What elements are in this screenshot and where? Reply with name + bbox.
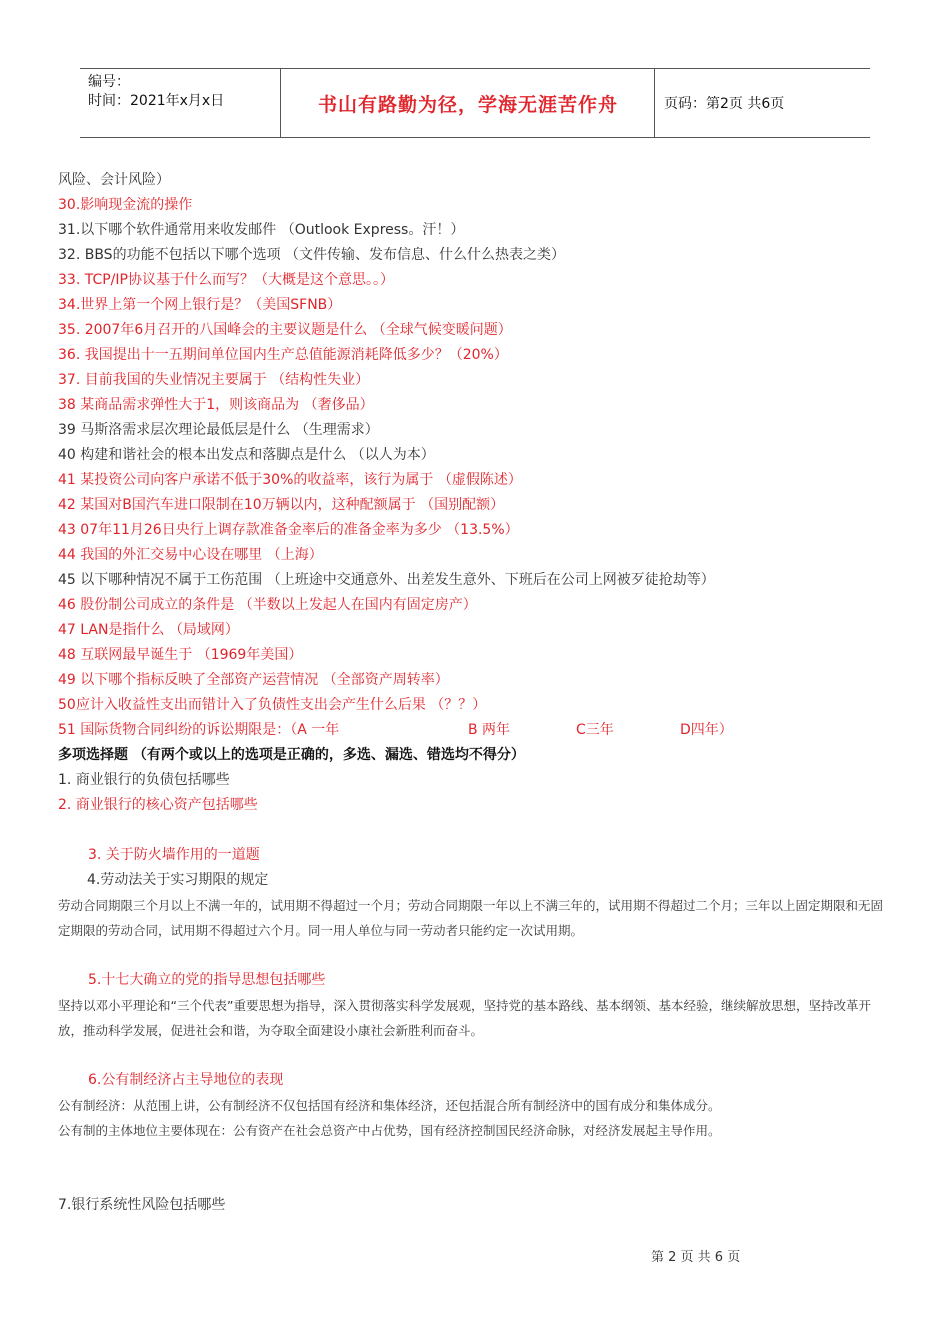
- question-51-option-d: D四年）: [680, 722, 733, 738]
- question-35: 35. 2007年6月召开的八国峰会的主要议题是什么 （全球气候变暖问题）: [58, 322, 512, 338]
- question-48: 48 互联网最早诞生于 （1969年美国）: [58, 647, 303, 663]
- question-39: 39 马斯洛需求层次理论最低层是什么 （生理需求）: [58, 422, 379, 438]
- question-51-option-c: C三年: [576, 722, 614, 738]
- multi-question-7: 7.银行系统性风险包括哪些: [58, 1197, 226, 1213]
- text-line: 风险、会计风险）: [58, 172, 170, 188]
- question-51: [58, 718, 894, 743]
- question-30: 30.影响现金流的操作: [58, 197, 193, 213]
- multi-question-6: 6.公有制经济占主导地位的表现: [88, 1072, 284, 1088]
- question-45: 45 以下哪种情况不属于工伤范围 （上班途中交通意外、出差发生意外、下班后在公司上网被歹徒抢劫等）: [58, 572, 715, 588]
- question-46: 46 股份制公司成立的条件是 （半数以上发起人在国内有固定房产）: [58, 597, 477, 613]
- question-32: 32. BBS的功能不包括以下哪个选项 （文件传输、发布信息、什么什么热表之类）: [58, 247, 566, 263]
- multi-question-5: 5.十七大确立的党的指导思想包括哪些: [88, 972, 326, 988]
- question-51-stem: 51 国际货物合同纠纷的诉讼期限是：（A 一年: [58, 722, 340, 738]
- question-38: 38 某商品需求弹性大于1，则该商品为 （奢侈品）: [58, 397, 374, 413]
- question-51-option-b: B 两年: [468, 722, 511, 738]
- question-36: 36. 我国提出十一五期间单位国内生产总值能源消耗降低多少？（20%）: [58, 347, 508, 363]
- time-label: 时间：2021年x月x日: [88, 93, 225, 109]
- page-header: [80, 68, 870, 138]
- question-33: 33. TCP/IP协议基于什么而写？（大概是这个意思。。）: [58, 272, 394, 288]
- multi-question-4: 4.劳动法关于实习期限的规定: [87, 872, 269, 888]
- question-34: 34.世界上第一个网上银行是？（美国SFNB）: [58, 297, 342, 313]
- document-body: [58, 168, 894, 1218]
- page-footer: 第 2 页 共 6 页: [651, 1250, 741, 1265]
- multi-question-5-answer: 坚持以邓小平理论和“三个代表”重要思想为指导，深入贯彻落实科学发展观，坚持党的基本路线、基本纲领、基本经验，继续解放思想，坚持改革开放，推动科学发展，促进社会和谐，为夺取全面建设小康社会新胜利而奋斗。: [58, 998, 871, 1038]
- header-motto: 书山有路勤为径，学海无涯苦作舟: [282, 69, 655, 137]
- header-meta: [80, 69, 281, 137]
- question-40: 40 构建和谐社会的根本出发点和落脚点是什么 （以人为本）: [58, 447, 435, 463]
- code-label: 编号：: [88, 74, 130, 90]
- multi-question-6-answer-2: 公有制的主体地位主要体现在：公有资产在社会总资产中占优势，国有经济控制国民经济命脉，对经济发展起主导作用。: [58, 1123, 721, 1138]
- question-41: 41 某投资公司向客户承诺不低于30%的收益率，该行为属于 （虚假陈述）: [58, 472, 522, 488]
- multi-question-2: 2. 商业银行的核心资产包括哪些: [58, 797, 258, 813]
- question-47: 47 LAN是指什么 （局域网）: [58, 622, 239, 638]
- header-page-label: 页码：第2页 共6页: [664, 96, 785, 112]
- question-37: 37. 目前我国的失业情况主要属于 （结构性失业）: [58, 372, 370, 388]
- multi-question-3: 3. 关于防火墙作用的一道题: [88, 847, 260, 863]
- multi-question-1: 1. 商业银行的负债包括哪些: [58, 772, 230, 788]
- question-44: 44 我国的外汇交易中心设在哪里 （上海）: [58, 547, 323, 563]
- question-49: 49 以下哪个指标反映了全部资产运营情况 （全部资产周转率）: [58, 672, 449, 688]
- question-42: 42 某国对B国汽车进口限制在10万辆以内，这种配额属于 （国别配额）: [58, 497, 505, 513]
- question-43: 43 07年11月26日央行上调存款准备金率后的准备金率为多少 （13.5%）: [58, 522, 519, 538]
- multi-question-6-answer-1: 公有制经济：从范围上讲，公有制经济不仅包括国有经济和集体经济，还包括混合所有制经济中的国有成分和集体成分。: [58, 1098, 721, 1113]
- multi-question-4-answer: 劳动合同期限三个月以上不满一年的，试用期不得超过一个月；劳动合同期限一年以上不满三年的，试用期不得超过二个月；三年以上固定期限和无固定期限的劳动合同，试用期不得超过六个月。同一用人单位与同一劳动者只能约定一次试用期。: [58, 898, 884, 938]
- question-31: 31.以下哪个软件通常用来收发邮件 （Outlook Express。汗！）: [58, 222, 465, 238]
- question-50: 50应计入收益性支出而错计入了负债性支出会产生什么后果 （？？）: [58, 697, 487, 713]
- multi-choice-heading: 多项选择题 （有两个或以上的选项是正确的，多选、漏选、错选均不得分）: [58, 747, 525, 763]
